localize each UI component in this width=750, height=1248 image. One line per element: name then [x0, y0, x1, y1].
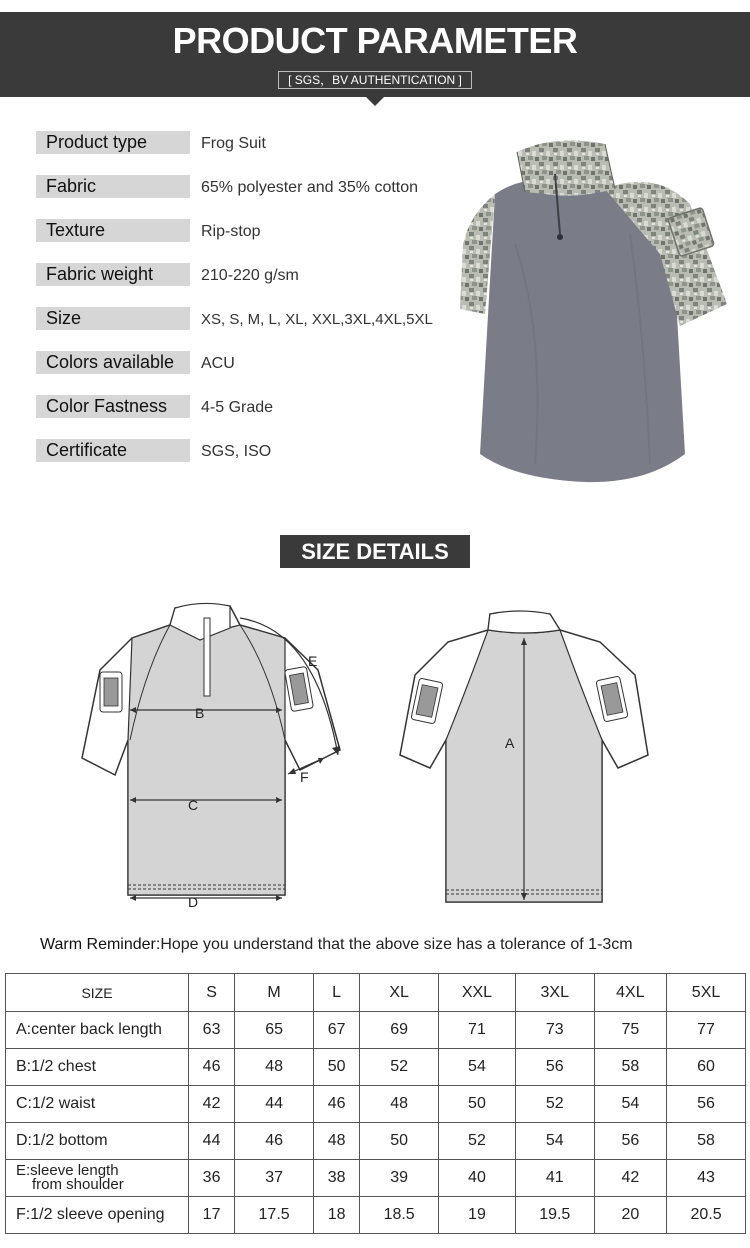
- cell: 20: [594, 1197, 666, 1234]
- table-header-size: SIZE: [6, 974, 189, 1012]
- cell: 69: [360, 1012, 439, 1049]
- table-header-row: [6, 974, 746, 1012]
- cell: 50: [314, 1049, 360, 1086]
- cell: 52: [360, 1049, 439, 1086]
- param-row-fabric: [36, 175, 456, 201]
- param-value: 4-5 Grade: [201, 399, 274, 416]
- cell: 19.5: [515, 1197, 594, 1234]
- size-col-3xl: 3XL: [515, 974, 594, 1012]
- tolerance-reminder: [40, 936, 633, 954]
- cell: 42: [189, 1086, 235, 1123]
- cell: 56: [667, 1086, 746, 1123]
- table-row: [6, 1049, 746, 1086]
- table-row: [6, 1160, 746, 1197]
- label-f: F: [300, 769, 309, 785]
- param-value: Frog Suit: [201, 135, 266, 152]
- cell: 58: [594, 1049, 666, 1086]
- label-d: D: [188, 894, 199, 910]
- param-value: SGS, ISO: [201, 443, 272, 460]
- cell: 43: [667, 1160, 746, 1197]
- row-label: [6, 1160, 189, 1197]
- param-label: Texture: [36, 219, 190, 242]
- cell: 75: [594, 1012, 666, 1049]
- header-pointer: [366, 97, 384, 106]
- cell: 54: [439, 1049, 516, 1086]
- cell: 18.5: [360, 1197, 439, 1234]
- param-row-color-fastness: [36, 395, 456, 421]
- back-shirt-diagram: [400, 611, 648, 902]
- param-row-certificate: [36, 439, 456, 465]
- reminder-prefix: Warm Reminder:: [40, 936, 161, 953]
- size-col-l: L: [314, 974, 360, 1012]
- table-row: [6, 1012, 746, 1049]
- param-label: Product type: [36, 131, 190, 154]
- cell: 41: [515, 1160, 594, 1197]
- label-a: A: [505, 735, 515, 751]
- param-row-texture: [36, 219, 456, 245]
- cell: 48: [360, 1086, 439, 1123]
- cell: 18: [314, 1197, 360, 1234]
- cell: 46: [314, 1086, 360, 1123]
- cell: 54: [594, 1086, 666, 1123]
- cell: 46: [235, 1123, 314, 1160]
- cell: 77: [667, 1012, 746, 1049]
- param-row-size: [36, 307, 456, 333]
- cell: 42: [594, 1160, 666, 1197]
- param-row-colors: [36, 351, 456, 377]
- label-e: E: [308, 653, 318, 669]
- size-col-m: M: [235, 974, 314, 1012]
- cell: 17.5: [235, 1197, 314, 1234]
- size-diagram: [70, 600, 690, 920]
- row-label: F:1/2 sleeve opening: [6, 1197, 189, 1234]
- size-col-5xl: 5XL: [667, 974, 746, 1012]
- cell: 58: [667, 1123, 746, 1160]
- cell: 50: [439, 1086, 516, 1123]
- label-b: B: [195, 705, 205, 721]
- cell: 71: [439, 1012, 516, 1049]
- reminder-text: Hope you understand that the above size has a tolerance of 1-3cm: [160, 936, 633, 953]
- cell: 63: [189, 1012, 235, 1049]
- param-value: Rip-stop: [201, 223, 261, 240]
- param-value: XS, S, M, L, XL, XXL,3XL,4XL,5XL: [201, 311, 433, 328]
- param-value: ACU: [201, 355, 235, 372]
- row-label: A:center back length: [6, 1012, 189, 1049]
- param-label: Fabric: [36, 175, 190, 198]
- row-label: D:1/2 bottom: [6, 1123, 189, 1160]
- param-label: Color Fastness: [36, 395, 190, 418]
- cell: 48: [314, 1123, 360, 1160]
- size-details-banner: SIZE DETAILS: [280, 535, 470, 568]
- size-col-xl: XL: [360, 974, 439, 1012]
- cell: 56: [594, 1123, 666, 1160]
- front-shirt-diagram: [82, 603, 340, 910]
- table-row: [6, 1197, 746, 1234]
- cell: 36: [189, 1160, 235, 1197]
- cell: 20.5: [667, 1197, 746, 1234]
- cell: 37: [235, 1160, 314, 1197]
- param-row-product-type: [36, 131, 456, 157]
- cell: 44: [189, 1123, 235, 1160]
- label-c: C: [188, 797, 199, 813]
- page-title: PRODUCT PARAMETER: [172, 20, 578, 61]
- cell: 50: [360, 1123, 439, 1160]
- cell: 56: [515, 1049, 594, 1086]
- cell: 44: [235, 1086, 314, 1123]
- param-row-fabric-weight: [36, 263, 456, 289]
- product-photo: [455, 134, 735, 486]
- header-banner: [0, 12, 750, 97]
- cell: 46: [189, 1049, 235, 1086]
- param-value: 210-220 g/sm: [201, 267, 299, 284]
- authentication-badge: [ SGS，BV AUTHENTICATION ]: [278, 71, 472, 89]
- size-table: [5, 973, 746, 1234]
- cell: 67: [314, 1012, 360, 1049]
- param-label: Size: [36, 307, 190, 330]
- param-label: Colors available: [36, 351, 190, 374]
- cell: 17: [189, 1197, 235, 1234]
- cell: 60: [667, 1049, 746, 1086]
- row-label: C:1/2 waist: [6, 1086, 189, 1123]
- size-col-s: S: [189, 974, 235, 1012]
- cell: 39: [360, 1160, 439, 1197]
- cell: 19: [439, 1197, 516, 1234]
- row-label-line2: from shoulder: [32, 1176, 124, 1193]
- param-label: Certificate: [36, 439, 190, 462]
- cell: 48: [235, 1049, 314, 1086]
- param-label: Fabric weight: [36, 263, 190, 286]
- cell: 52: [515, 1086, 594, 1123]
- table-row: [6, 1123, 746, 1160]
- cell: 54: [515, 1123, 594, 1160]
- cell: 73: [515, 1012, 594, 1049]
- table-row: [6, 1086, 746, 1123]
- cell: 38: [314, 1160, 360, 1197]
- cell: 65: [235, 1012, 314, 1049]
- row-label: B:1/2 chest: [6, 1049, 189, 1086]
- param-value: 65% polyester and 35% cotton: [201, 179, 419, 196]
- cell: 52: [439, 1123, 516, 1160]
- row-label-line1: E:sleeve length: [16, 1162, 119, 1179]
- size-col-xxl: XXL: [439, 974, 516, 1012]
- cell: 40: [439, 1160, 516, 1197]
- size-col-4xl: 4XL: [594, 974, 666, 1012]
